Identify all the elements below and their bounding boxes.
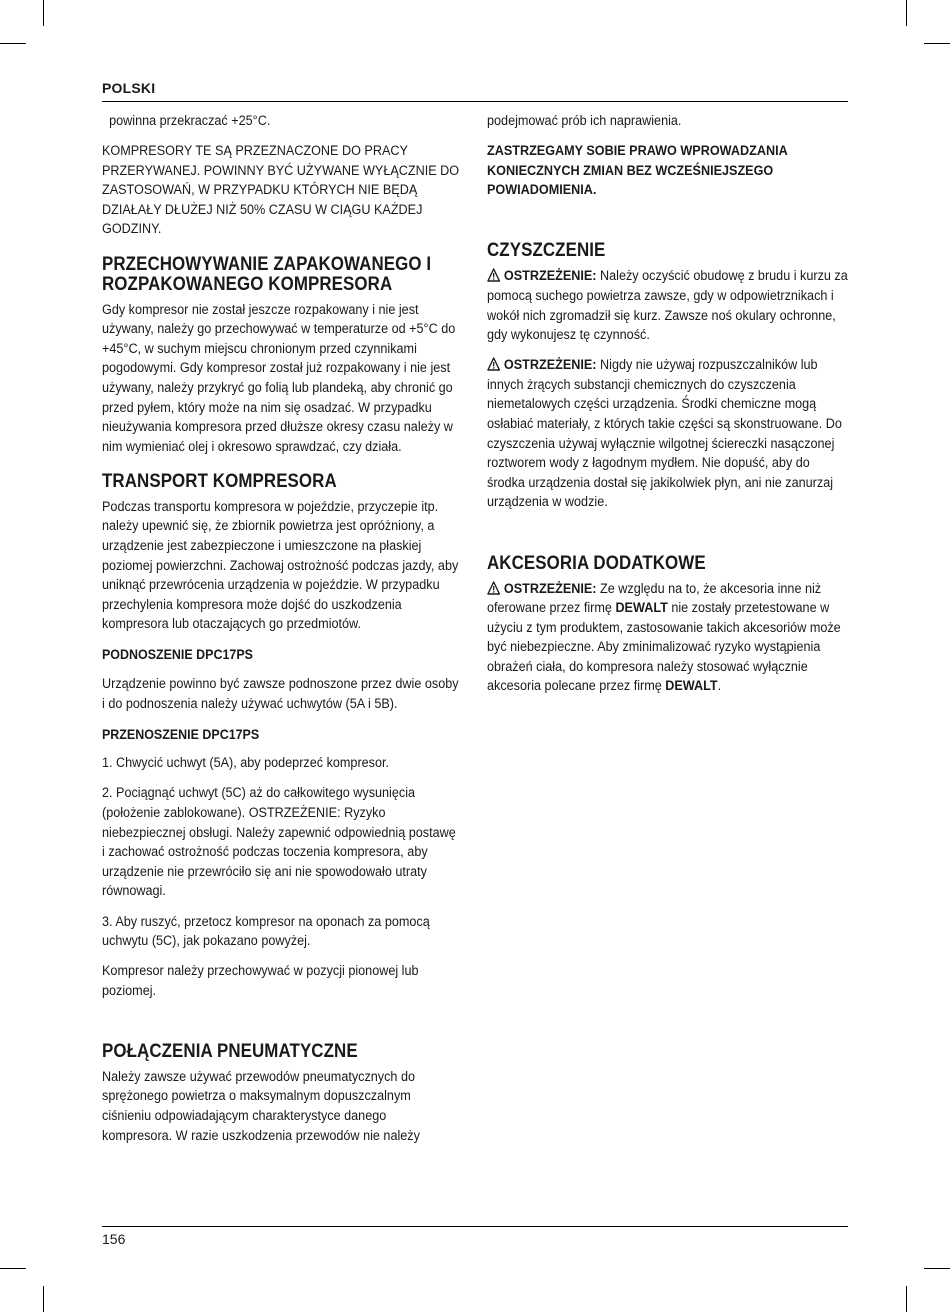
warning-text: Nigdy nie używaj rozpuszczalników lub innych żrących substancji chemicznych do czyszczenia niemetalowych części urządzenia. Środki chemiczne mogą osłabiać materiały, z których takie części są skonstruowane. Do czyszczenia używaj wyłącznie wilgotnej ściereczki nasączonej roztworem wody z łagodnym mydłem. Nie dopuść, aby do środka urządzenia dostał się jakikolwiek płyn, ani nie zanurzaj urządzenia w wodzie.	[487, 357, 842, 511]
crop-mark	[0, 1268, 26, 1269]
left-column	[102, 112, 460, 1157]
section-heading-pneumatic: POŁĄCZENIA PNEUMATYCZNE	[102, 1040, 358, 1062]
language-label: POLSKI	[102, 80, 156, 96]
warning-text: .	[717, 678, 722, 695]
header-rule	[102, 101, 848, 102]
crop-mark	[924, 43, 950, 44]
warning-text: Należy oczyścić obudowę z brudu i kurzu za pomocą suchego powietrza zawsze, gdy w odpowietrznikach i wokół nich zgromadził się kurz. Zawsze noś okulary ochronne, gdy wykonujesz tę czynność.	[487, 268, 848, 344]
transport-text: Podczas transportu kompresora w pojeździe, przyczepie itp. należy upewnić się, że zbiornik powietrza jest opróżniony, a urządzenie jest zabezpieczone i umieszczone na płaskiej poziomej powierzchni. Zachowaj ostrożność podczas jazdy, aby uniknąć przewrócenia urządzenia w pojeździe. W przypadku przechylenia kompresora może dojść do uszkodzenia kompresora lub otaczających go przedmiotów.	[102, 498, 459, 633]
warning-triangle-icon	[487, 357, 500, 371]
crop-mark	[43, 1286, 44, 1312]
warning-triangle-icon	[487, 268, 500, 282]
cleaning-warning-2	[487, 356, 848, 513]
warning-text: Ze względu na to, że akcesoria inne niż oferowane przez firmę	[487, 580, 822, 617]
warning-label: OSTRZEŻENIE:	[503, 357, 597, 374]
pneumatic-text: Należy zawsze używać przewodów pneumatycznych do sprężonego powietrza o maksymalnym dopuszczalnym ciśnieniu odpowiadającym charakterystyce danego kompresora. W razie uszkodzenia przewodów nie należy	[102, 1068, 420, 1144]
crop-mark	[906, 0, 907, 26]
section-heading-storage: PRZECHOWYWANIE ZAPAKOWANEGO I ROZPAKOWANEGO KOMPRESORA	[102, 253, 432, 295]
lifting-text: Urządzenie powinno być zawsze podnoszone przez dwie osoby i do podnoszenia należy używać uchwytów (5A i 5B).	[102, 676, 459, 712]
brand-name: DEWALT	[665, 678, 718, 695]
warning-label: OSTRZEŻENIE:	[503, 268, 597, 285]
brand-name: DEWALT	[615, 600, 668, 617]
crop-mark	[924, 1268, 950, 1269]
section-heading-transport: TRANSPORT KOMPRESORA	[102, 470, 337, 492]
right-column	[487, 112, 848, 708]
accessories-warning	[487, 580, 848, 698]
page-number: 156	[102, 1231, 126, 1247]
reserve-rights-notice: ZASTRZEGAMY SOBIE PRAWO WPROWADZANIA KONIECZNYCH ZMIAN BEZ WCZEŚNIEJSZEGO POWIADOMIENIA.	[487, 143, 788, 199]
crop-mark	[43, 0, 44, 26]
moving-step-1: 1. Chwycić uchwyt (5A), aby podeprzeć kompresor.	[102, 755, 390, 772]
moving-step-2: 2. Pociągnąć uchwyt (5C) aż do całkowitego wysunięcia (położenie zablokowane). OSTRZEŻENIE: Ryzyko niebezpiecznej obsługi. Należy zapewnić odpowiednią postawę i zachować ostrożność podczas toczenia kompresora, aby urządzenie nie przewróciło się ani nie spowodowało utraty równowagi.	[102, 785, 456, 900]
continued-text: powinna przekraczać +25°C.	[109, 113, 271, 129]
moving-step-3: 3. Aby ruszyć, przetocz kompresor na oponach za pomocą uchwytu (5C), jak pokazano powyżej.	[102, 913, 430, 950]
crop-mark	[0, 43, 26, 44]
duty-cycle-notice: KOMPRESORY TE SĄ PRZEZNACZONE DO PRACY PRZERYWANEJ. POWINNY BYĆ UŻYWANE WYŁĄCZNIE DO ZASTOSOWAŃ, W PRZYPADKU KTÓRYCH NIE BĘDĄ DZIAŁAŁY DŁUŻEJ NIŻ 50% CZASU W CIĄGU KAŻDEJ GODZINY.	[102, 143, 460, 238]
moving-note: Kompresor należy przechowywać w pozycji pionowej lub poziomej.	[102, 963, 419, 999]
subheading-lifting: PODNOSZENIE DPC17PS	[102, 646, 253, 663]
subheading-moving: PRZENOSZENIE DPC17PS	[102, 725, 260, 742]
footer-rule	[102, 1226, 848, 1227]
warning-label: OSTRZEŻENIE:	[503, 580, 597, 597]
section-heading-cleaning: CZYSZCZENIE	[487, 240, 606, 262]
cleaning-warning-1	[487, 267, 848, 345]
continued-text: podejmować prób ich naprawienia.	[487, 113, 682, 129]
warning-triangle-icon	[487, 581, 500, 595]
section-heading-accessories: AKCESORIA DODATKOWE	[487, 552, 706, 574]
storage-text: Gdy kompresor nie został jeszcze rozpakowany i nie jest używany, należy go przechowywać w temperaturze od +5°C do +45°C, w suchym miejscu chronionym przed czynnikami pogodowymi. Gdy kompresor został już rozpakowany i nie jest używany, należy przykryć go folią lub plandeką, aby chronić go przed pyłem, który może na nim się osadzać. W przypadku nieużywania kompresora przed dłuższe okresy czasu należy w nim wymieniać olej i okresowo sprawdzać, czy działa.	[102, 301, 456, 455]
crop-mark	[906, 1286, 907, 1312]
warning-text: nie zostały przetestowane w użyciu z tym produktem, zastosowanie takich akcesoriów może być niebezpieczne. Aby zminimalizować ryzyko wystąpienia obrażeń ciała, do kompresora należy stosować wyłącznie akcesoria polecane przez firmę	[487, 600, 841, 695]
